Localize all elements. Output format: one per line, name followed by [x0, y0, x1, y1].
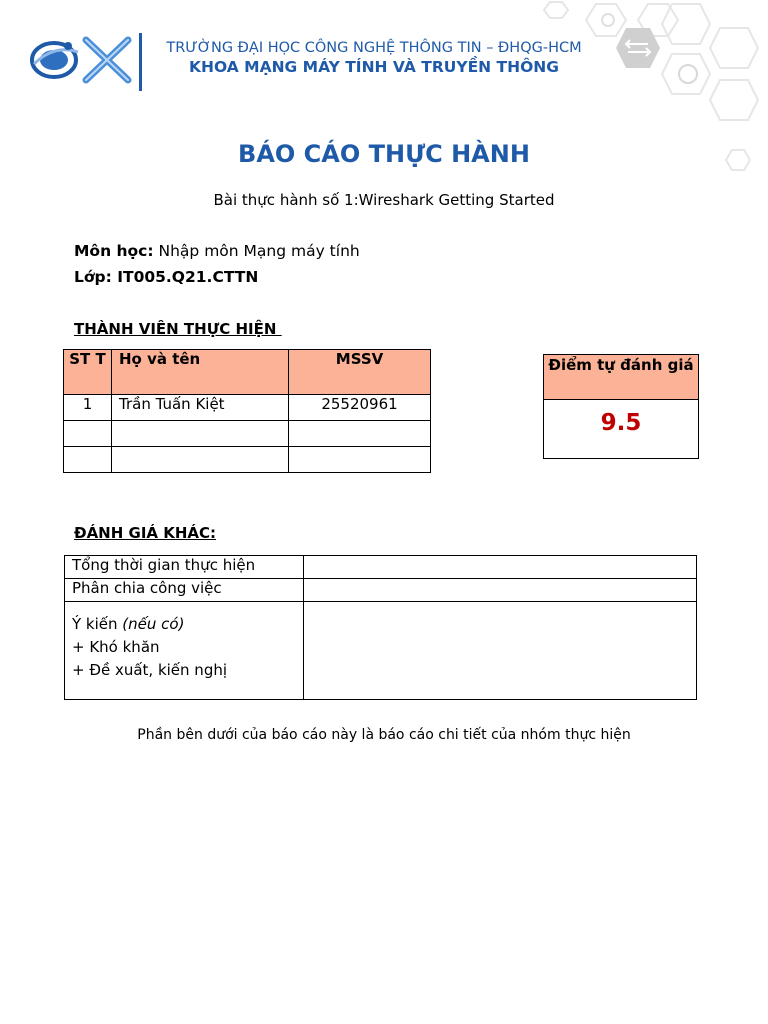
column-header-stt: ST T	[64, 350, 112, 395]
suggestion-item: + Đề xuất, kiến nghị	[72, 661, 228, 679]
opinion-label: Ý kiến	[72, 615, 123, 633]
self-score-value: 9.5	[600, 410, 642, 436]
table-row	[64, 421, 431, 447]
table-row	[64, 395, 431, 421]
report-subtitle: Bài thực hành số 1:Wireshark Getting Started	[213, 191, 555, 209]
column-header-mssv: MSSV	[289, 350, 431, 395]
university-name: TRƯỜNG ĐẠI HỌC CÔNG NGHỆ THÔNG TIN – ĐHQG-HCM	[166, 40, 582, 56]
subject-line	[74, 242, 360, 260]
class-line	[74, 268, 258, 286]
faculty-name: KHOA MẠNG MÁY TÍNH VÀ TRUYỀN THÔNG	[189, 58, 559, 76]
self-score-label: Điểm tự đánh giá	[544, 355, 698, 400]
time-label: Tổng thời gian thực hiện	[65, 556, 304, 579]
other-evaluation-table	[64, 555, 697, 700]
division-label: Phân chia công việc	[65, 579, 304, 602]
table-cell	[64, 421, 112, 447]
opinion-cell	[65, 602, 304, 700]
header-divider	[139, 33, 142, 91]
class-label: Lớp:	[74, 268, 112, 286]
table-cell	[112, 447, 289, 473]
subject-value: Nhập môn Mạng máy tính	[153, 242, 360, 260]
table-cell	[112, 421, 289, 447]
report-title: BÁO CÁO THỰC HÀNH	[238, 140, 530, 168]
class-value: IT005.Q21.CTTN	[111, 268, 259, 286]
members-table	[63, 349, 431, 473]
table-header-row	[64, 350, 431, 395]
table-cell: 25520961	[289, 395, 431, 421]
opinion-hint: (nếu có)	[122, 615, 185, 633]
subject-label: Môn học:	[74, 242, 154, 260]
table-cell	[289, 447, 431, 473]
self-score-box	[543, 354, 699, 459]
other-evaluation-heading: ĐÁNH GIÁ KHÁC:	[74, 524, 217, 542]
members-heading: THÀNH VIÊN THỰC HIỆN	[74, 320, 282, 338]
university-logo-icon	[28, 34, 132, 84]
table-cell	[64, 447, 112, 473]
table-row	[65, 556, 697, 579]
table-cell: Trần Tuấn Kiệt	[112, 395, 289, 421]
table-row	[65, 602, 697, 700]
time-value	[304, 556, 697, 579]
opinion-value	[304, 602, 697, 700]
table-cell	[289, 421, 431, 447]
table-row	[65, 579, 697, 602]
footer-note: Phần bên dưới của báo cáo này là báo cáo chi tiết của nhóm thực hiện	[137, 727, 631, 743]
table-cell: 1	[64, 395, 112, 421]
difficulty-item: + Khó khăn	[72, 638, 160, 656]
column-header-name: Họ và tên	[112, 350, 289, 395]
division-value	[304, 579, 697, 602]
table-row	[64, 447, 431, 473]
